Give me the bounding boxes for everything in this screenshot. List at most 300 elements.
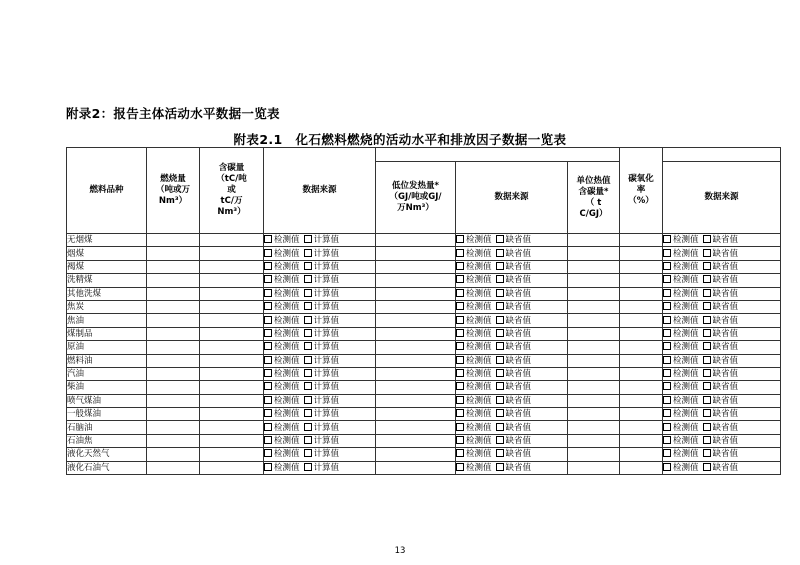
ncv-cell [376, 448, 456, 461]
fuel-name: 褐煤 [67, 260, 147, 273]
option-label: 计算值 [313, 462, 340, 473]
checkbox-icon[interactable] [703, 449, 711, 457]
checkbox-icon[interactable] [663, 262, 671, 270]
checkbox-icon[interactable] [304, 369, 312, 377]
checkbox-icon[interactable] [264, 249, 272, 257]
checkbox-icon[interactable] [304, 463, 312, 471]
source-cell-3 [663, 327, 781, 340]
checkbox-icon[interactable] [304, 423, 312, 431]
checkbox-icon[interactable] [456, 235, 464, 243]
consumption-cell [147, 341, 200, 354]
source-cell-3 [663, 260, 781, 273]
checkbox-icon[interactable] [703, 235, 711, 243]
checkbox-icon[interactable] [663, 275, 671, 283]
consumption-cell [147, 448, 200, 461]
source-cell-3 [663, 367, 781, 380]
checkbox-icon[interactable] [663, 316, 671, 324]
option-label: 缺省值 [505, 382, 532, 393]
option-label: 检测值 [274, 409, 300, 420]
source-cell-1 [264, 448, 376, 461]
checkbox-icon[interactable] [496, 249, 504, 257]
option-label: 检测值 [673, 261, 699, 272]
option-label: 检测值 [466, 422, 492, 433]
consumption-cell [147, 247, 200, 260]
option-label: 检测值 [673, 409, 699, 420]
checkbox-icon[interactable] [456, 249, 464, 257]
carbon-per-heat-cell [568, 367, 620, 380]
table-row [67, 327, 781, 340]
checkbox-icon[interactable] [663, 289, 671, 297]
checkbox-icon[interactable] [304, 436, 312, 444]
option-label: 检测值 [466, 462, 492, 473]
carbon-content-cell [200, 300, 264, 313]
option-label: 检测值 [466, 449, 492, 460]
option-label: 缺省值 [505, 449, 532, 460]
option-label: 检测值 [274, 315, 300, 326]
checkbox-icon[interactable] [663, 329, 671, 337]
option-label: 检测值 [673, 235, 699, 246]
option-label: 缺省值 [712, 436, 739, 447]
source-cell-1 [264, 394, 376, 407]
ncv-cell [376, 461, 456, 474]
fuel-name: 燃料油 [67, 354, 147, 367]
option-label: 计算值 [313, 342, 340, 353]
carbon-content-cell [200, 287, 264, 300]
source-cell-3 [663, 274, 781, 287]
source-cell-2 [456, 381, 568, 394]
checkbox-icon[interactable] [663, 436, 671, 444]
option-label: 计算值 [313, 248, 340, 259]
option-label: 检测值 [274, 395, 300, 406]
checkbox-icon[interactable] [703, 396, 711, 404]
checkbox-icon[interactable] [456, 409, 464, 417]
table-row [67, 287, 781, 300]
checkbox-icon[interactable] [663, 449, 671, 457]
oxidation-cell [620, 381, 663, 394]
checkbox-icon[interactable] [304, 382, 312, 390]
source-cell-3 [663, 300, 781, 313]
option-label: 计算值 [313, 382, 340, 393]
checkbox-icon[interactable] [703, 423, 711, 431]
checkbox-icon[interactable] [264, 382, 272, 390]
fuel-name: 汽油 [67, 367, 147, 380]
table-row [67, 381, 781, 394]
checkbox-icon[interactable] [496, 262, 504, 270]
checkbox-icon[interactable] [264, 369, 272, 377]
consumption-cell [147, 287, 200, 300]
option-label: 检测值 [274, 302, 300, 313]
checkbox-icon[interactable] [304, 249, 312, 257]
checkbox-icon[interactable] [496, 302, 504, 310]
checkbox-icon[interactable] [496, 369, 504, 377]
ncv-cell [376, 274, 456, 287]
carbon-content-cell [200, 367, 264, 380]
checkbox-icon[interactable] [456, 423, 464, 431]
carbon-per-heat-cell [568, 341, 620, 354]
checkbox-icon[interactable] [663, 409, 671, 417]
checkbox-icon[interactable] [456, 356, 464, 364]
ncv-cell [376, 354, 456, 367]
checkbox-icon[interactable] [264, 423, 272, 431]
option-label: 检测值 [274, 382, 300, 393]
option-label: 缺省值 [505, 409, 532, 420]
source-cell-1 [264, 314, 376, 327]
checkbox-icon[interactable] [663, 249, 671, 257]
checkbox-icon[interactable] [663, 382, 671, 390]
oxidation-cell [620, 247, 663, 260]
source-cell-2 [456, 394, 568, 407]
option-label: 缺省值 [505, 369, 532, 380]
checkbox-icon[interactable] [663, 423, 671, 431]
ncv-cell [376, 367, 456, 380]
checkbox-icon[interactable] [264, 396, 272, 404]
checkbox-icon[interactable] [496, 449, 504, 457]
option-label: 检测值 [466, 395, 492, 406]
checkbox-icon[interactable] [703, 463, 711, 471]
appendix-title: 附录2：报告主体活动水平数据一览表 [66, 106, 280, 121]
checkbox-icon[interactable] [456, 369, 464, 377]
source-cell-3 [663, 287, 781, 300]
checkbox-icon[interactable] [496, 423, 504, 431]
carbon-content-cell [200, 274, 264, 287]
table-row [67, 434, 781, 447]
source-cell-2 [456, 461, 568, 474]
checkbox-icon[interactable] [456, 289, 464, 297]
consumption-cell [147, 461, 200, 474]
checkbox-icon[interactable] [496, 463, 504, 471]
option-label: 缺省值 [505, 235, 532, 246]
checkbox-icon[interactable] [663, 302, 671, 310]
carbon-per-heat-cell [568, 327, 620, 340]
checkbox-icon[interactable] [496, 289, 504, 297]
oxidation-cell [620, 461, 663, 474]
fuel-name: 喷气煤油 [67, 394, 147, 407]
checkbox-icon[interactable] [663, 396, 671, 404]
fuel-name: 洗精煤 [67, 274, 147, 287]
fuel-name: 柴油 [67, 381, 147, 394]
header-carbon-per-heat [568, 162, 620, 234]
checkbox-icon[interactable] [703, 316, 711, 324]
checkbox-icon[interactable] [304, 409, 312, 417]
checkbox-icon[interactable] [456, 449, 464, 457]
checkbox-icon[interactable] [304, 449, 312, 457]
option-label: 检测值 [466, 342, 492, 353]
option-label: 检测值 [274, 328, 300, 339]
option-label: 检测值 [673, 436, 699, 447]
consumption-cell [147, 367, 200, 380]
checkbox-icon[interactable] [304, 275, 312, 283]
carbon-per-heat-cell [568, 354, 620, 367]
checkbox-icon[interactable] [496, 356, 504, 364]
carbon-content-cell [200, 421, 264, 434]
checkbox-icon[interactable] [264, 262, 272, 270]
checkbox-icon[interactable] [264, 342, 272, 350]
source-cell-3 [663, 448, 781, 461]
table-row [67, 234, 781, 247]
checkbox-icon[interactable] [264, 356, 272, 364]
checkbox-icon[interactable] [703, 289, 711, 297]
source-cell-1 [264, 247, 376, 260]
checkbox-icon[interactable] [703, 262, 711, 270]
source-cell-2 [456, 300, 568, 313]
checkbox-icon[interactable] [264, 463, 272, 471]
oxidation-cell [620, 341, 663, 354]
checkbox-icon[interactable] [703, 275, 711, 283]
checkbox-icon[interactable] [496, 316, 504, 324]
ncv-cell [376, 381, 456, 394]
source-cell-3 [663, 247, 781, 260]
table-row [67, 314, 781, 327]
checkbox-icon[interactable] [456, 302, 464, 310]
option-label: 检测值 [274, 355, 300, 366]
header-source-1: 数据来源 [264, 148, 376, 234]
header-blank-group [376, 148, 620, 162]
option-label: 检测值 [466, 261, 492, 272]
option-label: 检测值 [673, 462, 699, 473]
checkbox-icon[interactable] [456, 463, 464, 471]
option-label: 缺省值 [712, 302, 739, 313]
checkbox-icon[interactable] [264, 409, 272, 417]
source-cell-3 [663, 408, 781, 421]
checkbox-icon[interactable] [496, 342, 504, 350]
fuel-name: 煤制品 [67, 327, 147, 340]
checkbox-icon[interactable] [703, 436, 711, 444]
checkbox-icon[interactable] [264, 275, 272, 283]
carbon-content-cell [200, 260, 264, 273]
option-label: 检测值 [673, 275, 699, 286]
checkbox-icon[interactable] [703, 302, 711, 310]
option-label: 缺省值 [505, 288, 532, 299]
option-label: 检测值 [466, 436, 492, 447]
checkbox-icon[interactable] [456, 342, 464, 350]
carbon-content-cell [200, 234, 264, 247]
checkbox-icon[interactable] [663, 342, 671, 350]
checkbox-icon[interactable] [703, 382, 711, 390]
checkbox-icon[interactable] [703, 329, 711, 337]
option-label: 检测值 [466, 275, 492, 286]
checkbox-icon[interactable] [703, 409, 711, 417]
option-label: 检测值 [673, 422, 699, 433]
carbon-per-heat-cell [568, 434, 620, 447]
carbon-content-cell [200, 341, 264, 354]
checkbox-icon[interactable] [456, 329, 464, 337]
ncv-cell [376, 408, 456, 421]
option-label: 缺省值 [505, 315, 532, 326]
checkbox-icon[interactable] [264, 436, 272, 444]
checkbox-icon[interactable] [496, 409, 504, 417]
source-cell-1 [264, 421, 376, 434]
source-cell-1 [264, 381, 376, 394]
carbon-per-heat-cell [568, 408, 620, 421]
carbon-content-cell [200, 448, 264, 461]
checkbox-icon[interactable] [304, 302, 312, 310]
checkbox-icon[interactable] [264, 302, 272, 310]
option-label: 计算值 [313, 288, 340, 299]
oxidation-cell [620, 260, 663, 273]
option-label: 检测值 [274, 235, 300, 246]
checkbox-icon[interactable] [456, 262, 464, 270]
option-label: 检测值 [673, 288, 699, 299]
option-label: 检测值 [673, 382, 699, 393]
source-cell-1 [264, 367, 376, 380]
checkbox-icon[interactable] [456, 316, 464, 324]
checkbox-icon[interactable] [496, 275, 504, 283]
source-cell-3 [663, 341, 781, 354]
table-body [67, 234, 781, 475]
ncv-cell [376, 341, 456, 354]
source-cell-1 [264, 461, 376, 474]
oxidation-cell [620, 274, 663, 287]
consumption-cell [147, 421, 200, 434]
checkbox-icon[interactable] [496, 382, 504, 390]
option-label: 缺省值 [505, 248, 532, 259]
checkbox-icon[interactable] [456, 275, 464, 283]
source-cell-2 [456, 421, 568, 434]
source-cell-3 [663, 434, 781, 447]
checkbox-icon[interactable] [304, 316, 312, 324]
checkbox-icon[interactable] [663, 235, 671, 243]
source-cell-3 [663, 421, 781, 434]
checkbox-icon[interactable] [304, 396, 312, 404]
option-label: 缺省值 [712, 288, 739, 299]
option-label: 检测值 [274, 422, 300, 433]
table-row [67, 394, 781, 407]
source-cell-1 [264, 341, 376, 354]
header-source-2: 数据来源 [456, 162, 568, 234]
source-cell-1 [264, 327, 376, 340]
option-label: 检测值 [466, 235, 492, 246]
table-row [67, 448, 781, 461]
checkbox-icon[interactable] [703, 369, 711, 377]
option-label: 计算值 [313, 395, 340, 406]
option-label: 缺省值 [712, 409, 739, 420]
fuel-name: 原油 [67, 341, 147, 354]
option-label: 检测值 [673, 248, 699, 259]
source-cell-2 [456, 247, 568, 260]
table-row [67, 367, 781, 380]
checkbox-icon[interactable] [703, 342, 711, 350]
checkbox-icon[interactable] [264, 235, 272, 243]
checkbox-icon[interactable] [456, 436, 464, 444]
source-cell-3 [663, 394, 781, 407]
checkbox-icon[interactable] [304, 235, 312, 243]
header-source-3: 数据来源 [663, 162, 781, 234]
oxidation-cell [620, 314, 663, 327]
ncv-cell [376, 287, 456, 300]
option-label: 检测值 [466, 328, 492, 339]
option-label: 缺省值 [712, 328, 739, 339]
checkbox-icon[interactable] [496, 329, 504, 337]
checkbox-icon[interactable] [496, 396, 504, 404]
carbon-content-cell [200, 461, 264, 474]
checkbox-icon[interactable] [496, 235, 504, 243]
option-label: 缺省值 [712, 382, 739, 393]
option-label: 检测值 [673, 395, 699, 406]
checkbox-icon[interactable] [456, 396, 464, 404]
option-label: 缺省值 [712, 275, 739, 286]
consumption-cell [147, 314, 200, 327]
header-consumption-text: 燃烧量 （吨或万 Nm³） [155, 174, 190, 206]
header-oxidation [620, 148, 663, 234]
carbon-per-heat-cell [568, 287, 620, 300]
carbon-content-cell [200, 327, 264, 340]
fuel-name: 其他洗煤 [67, 287, 147, 300]
checkbox-icon[interactable] [304, 329, 312, 337]
carbon-per-heat-cell [568, 381, 620, 394]
source-cell-1 [264, 274, 376, 287]
checkbox-icon[interactable] [264, 289, 272, 297]
checkbox-icon[interactable] [304, 262, 312, 270]
option-label: 计算值 [313, 369, 340, 380]
consumption-cell [147, 381, 200, 394]
checkbox-icon[interactable] [496, 436, 504, 444]
checkbox-icon[interactable] [456, 382, 464, 390]
source-cell-2 [456, 314, 568, 327]
checkbox-icon[interactable] [703, 356, 711, 364]
fuel-name: 无烟煤 [67, 234, 147, 247]
option-label: 缺省值 [712, 422, 739, 433]
source-cell-1 [264, 260, 376, 273]
option-label: 检测值 [673, 355, 699, 366]
checkbox-icon[interactable] [663, 356, 671, 364]
source-cell-2 [456, 367, 568, 380]
ncv-cell [376, 314, 456, 327]
carbon-per-heat-cell [568, 314, 620, 327]
table-row [67, 461, 781, 474]
source-cell-2 [456, 341, 568, 354]
carbon-per-heat-cell [568, 394, 620, 407]
source-cell-2 [456, 274, 568, 287]
checkbox-icon[interactable] [663, 463, 671, 471]
checkbox-icon[interactable] [703, 249, 711, 257]
table-row [67, 408, 781, 421]
checkbox-icon[interactable] [264, 329, 272, 337]
table-row [67, 300, 781, 313]
checkbox-icon[interactable] [264, 316, 272, 324]
ncv-cell [376, 247, 456, 260]
option-label: 缺省值 [712, 449, 739, 460]
header-blank-right [663, 148, 781, 162]
option-label: 检测值 [673, 369, 699, 380]
source-cell-1 [264, 434, 376, 447]
source-cell-2 [456, 448, 568, 461]
source-cell-1 [264, 408, 376, 421]
option-label: 检测值 [466, 248, 492, 259]
checkbox-icon[interactable] [304, 356, 312, 364]
checkbox-icon[interactable] [304, 289, 312, 297]
carbon-per-heat-cell [568, 421, 620, 434]
checkbox-icon[interactable] [264, 449, 272, 457]
source-cell-1 [264, 287, 376, 300]
option-label: 检测值 [274, 248, 300, 259]
fuel-name: 石油焦 [67, 434, 147, 447]
option-label: 检测值 [673, 449, 699, 460]
table-row [67, 421, 781, 434]
oxidation-cell [620, 434, 663, 447]
source-cell-3 [663, 381, 781, 394]
option-label: 计算值 [313, 261, 340, 272]
checkbox-icon[interactable] [663, 369, 671, 377]
option-label: 计算值 [313, 422, 340, 433]
carbon-content-cell [200, 408, 264, 421]
option-label: 检测值 [466, 409, 492, 420]
option-label: 计算值 [313, 315, 340, 326]
carbon-per-heat-cell [568, 448, 620, 461]
checkbox-icon[interactable] [304, 342, 312, 350]
option-label: 检测值 [466, 315, 492, 326]
ncv-cell [376, 300, 456, 313]
header-ncv [376, 162, 456, 234]
